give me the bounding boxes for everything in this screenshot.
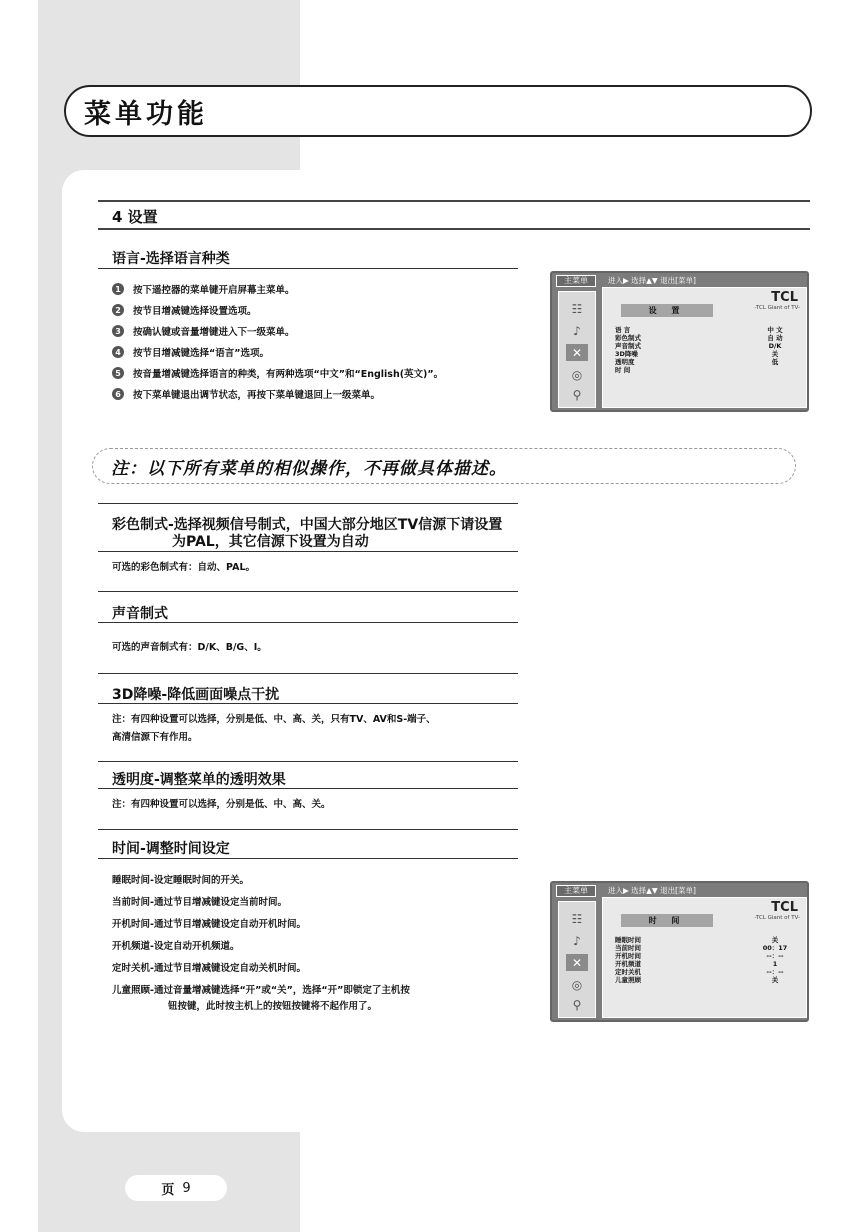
- osd-row-label: 儿童照顾: [615, 976, 641, 984]
- color-system-body: 可选的彩色制式有：自动、PAL。: [112, 562, 255, 573]
- osd-row-value: 中 文: [767, 326, 783, 334]
- transparency-body: 注：有四种设置可以选择，分别是低、中、高、关。: [112, 799, 331, 810]
- step-text: 按确认键或音量增键进入下一级菜单。: [133, 327, 295, 338]
- osd-row: [615, 366, 795, 374]
- osd-row-value: [755, 366, 795, 374]
- step-number: 3: [112, 325, 124, 337]
- osd-row: [615, 342, 795, 350]
- osd-icon-column: [558, 901, 596, 1018]
- note-banner: [92, 448, 796, 484]
- step-number: 1: [112, 283, 124, 295]
- setup-icon: ✕: [566, 344, 588, 361]
- picture-icon: ☷: [571, 301, 583, 316]
- step-text: 按节目增减键选择设置选项。: [133, 306, 257, 317]
- setup-icon: ✕: [566, 954, 588, 971]
- page-label: 页: [161, 1182, 175, 1198]
- noise-rule: [98, 703, 518, 704]
- noise-top-rule: [98, 673, 518, 674]
- step-text: 按下遥控器的菜单键开启屏幕主菜单。: [133, 285, 295, 296]
- color-system-rule: [98, 551, 518, 552]
- language-step: [112, 387, 380, 401]
- osd-row-value: D/K: [768, 342, 782, 350]
- osd-tab-label: 主菜单: [556, 885, 596, 897]
- color-system-heading: 彩色制式-选择视频信号制式，中国大部分地区TV信源下请设置: [112, 517, 503, 533]
- osd-panel: [602, 897, 807, 1018]
- osd-row: [615, 326, 795, 334]
- transparency-top-rule: [98, 761, 518, 762]
- time-item-cont: 钮按键，此时按主机上的按钮按键将不起作用了。: [168, 1001, 378, 1012]
- time-item: 当前时间-通过节目增减键设定当前时间。: [112, 897, 287, 908]
- noise-heading: 3D降噪-降低画面噪点干扰: [112, 687, 280, 703]
- sound-system-body: 可选的声音制式有：D/K、B/G、I。: [112, 642, 267, 653]
- osd-rows: [615, 326, 795, 374]
- page-title: 菜单功能: [84, 98, 208, 130]
- osd-row: [615, 350, 795, 358]
- osd-row: [615, 976, 795, 984]
- time-item: 开机频道-设定自动开机频道。: [112, 941, 240, 952]
- osd-icon-column: [558, 291, 596, 408]
- color-system-heading-cont: 为PAL，其它信源下设置为自动: [172, 534, 369, 550]
- osd-row-label: 语 言: [615, 326, 631, 334]
- osd-rows: [615, 936, 795, 984]
- step-text: 按节目增减键选择“语言”选项。: [133, 348, 269, 359]
- osd-row-label: 开机时间: [615, 952, 641, 960]
- page-number-badge: [125, 1175, 227, 1201]
- osd-row-label: 定时关机: [615, 968, 641, 976]
- osd-hint: 进入▶ 选择▲▼ 退出[菜单]: [608, 886, 696, 895]
- language-heading: 语言-选择语言种类: [112, 251, 230, 267]
- osd-row-label: 声音制式: [615, 342, 641, 350]
- osd-row-label: 3D降噪: [615, 350, 638, 358]
- page-title-banner: [64, 85, 812, 137]
- sound-icon: ♪: [573, 933, 581, 948]
- noise-body: 注：有四种设置可以选择，分别是低、中、高、关，只有TV、AV和S-端子、: [112, 714, 436, 725]
- osd-row-label: 时 间: [615, 366, 631, 374]
- noise-body-cont: 高清信源下有作用。: [112, 732, 198, 743]
- osd-row-value: --：--: [766, 968, 784, 976]
- osd-row-value: 关: [771, 350, 779, 358]
- step-number: 2: [112, 304, 124, 316]
- language-rule: [98, 268, 518, 269]
- osd-row: [615, 358, 795, 366]
- time-heading: 时间-调整时间设定: [112, 841, 230, 857]
- function-icon: ◎: [571, 367, 583, 382]
- language-step: [112, 366, 443, 380]
- language-step: [112, 324, 295, 338]
- search-icon: ⚲: [572, 387, 582, 402]
- osd-tab-label: 主菜单: [556, 275, 596, 287]
- osd-brand: TCL: [771, 900, 798, 915]
- step-text: 按音量增减键选择语言的种类，有两种选项“中文”和“English(英文)”。: [133, 369, 444, 380]
- language-step: [112, 345, 269, 359]
- osd-row-value: 1: [772, 960, 778, 968]
- note-text: 注：以下所有菜单的相似操作，不再做具体描述。: [111, 458, 507, 479]
- time-item: 定时关机-通过节目增减键设定自动关机时间。: [112, 963, 306, 974]
- sound-system-top-rule: [98, 591, 518, 592]
- osd-time-screenshot: [550, 881, 809, 1022]
- step-number: 5: [112, 367, 124, 379]
- color-system-top-rule: [98, 503, 518, 504]
- osd-row: [615, 936, 795, 944]
- step-number: 6: [112, 388, 124, 400]
- time-item: 开机时间-通过节目增减键设定自动开机时间。: [112, 919, 306, 930]
- step-number: 4: [112, 346, 124, 358]
- osd-brand-sub: -TCL Giant of TV-: [754, 915, 800, 921]
- search-icon: ⚲: [572, 997, 582, 1012]
- osd-row: [615, 960, 795, 968]
- osd-setup-screenshot: [550, 271, 809, 412]
- osd-panel-title: 设 置: [621, 304, 713, 317]
- osd-brand: TCL: [771, 290, 798, 305]
- osd-row: [615, 968, 795, 976]
- osd-row: [615, 952, 795, 960]
- osd-panel: [602, 287, 807, 408]
- osd-row-value: 自 动: [767, 334, 783, 342]
- osd-panel-title: 时 间: [621, 914, 713, 927]
- sound-system-rule: [98, 622, 518, 623]
- osd-row-value: 关: [771, 936, 779, 944]
- language-step: [112, 303, 257, 317]
- transparency-rule: [98, 788, 518, 789]
- osd-row-label: 睡眠时间: [615, 936, 641, 944]
- sound-system-heading: 声音制式: [112, 606, 168, 622]
- osd-row-value: 低: [771, 358, 779, 366]
- picture-icon: ☷: [571, 911, 583, 926]
- transparency-heading: 透明度-调整菜单的透明效果: [112, 772, 286, 788]
- osd-row-value: 00：17: [762, 944, 788, 952]
- osd-row-label: 透明度: [615, 358, 635, 366]
- section-label: 4 设置: [112, 208, 158, 226]
- osd-row-value: 关: [771, 976, 779, 984]
- section-bottom-rule: [98, 228, 810, 230]
- page-number: 9: [182, 1180, 191, 1196]
- osd-row-label: 当前时间: [615, 944, 641, 952]
- language-step: [112, 282, 295, 296]
- osd-hint: 进入▶ 选择▲▼ 退出[菜单]: [608, 276, 696, 285]
- osd-row: [615, 334, 795, 342]
- time-top-rule: [98, 829, 518, 830]
- osd-row-label: 彩色制式: [615, 334, 641, 342]
- osd-brand-sub: -TCL Giant of TV-: [754, 305, 800, 311]
- time-item: 睡眠时间-设定睡眠时间的开关。: [112, 875, 249, 886]
- time-item: 儿童照顾-通过音量增减键选择“开”或“关”，选择“开”即锁定了主机按: [112, 985, 410, 996]
- osd-row-label: 开机频道: [615, 960, 641, 968]
- section-top-rule: [98, 200, 810, 202]
- sound-icon: ♪: [573, 323, 581, 338]
- osd-row-value: --：--: [766, 952, 784, 960]
- time-rule: [98, 858, 518, 859]
- step-text: 按下菜单键退出调节状态，再按下菜单键退回上一级菜单。: [133, 390, 381, 401]
- osd-row: [615, 944, 795, 952]
- function-icon: ◎: [571, 977, 583, 992]
